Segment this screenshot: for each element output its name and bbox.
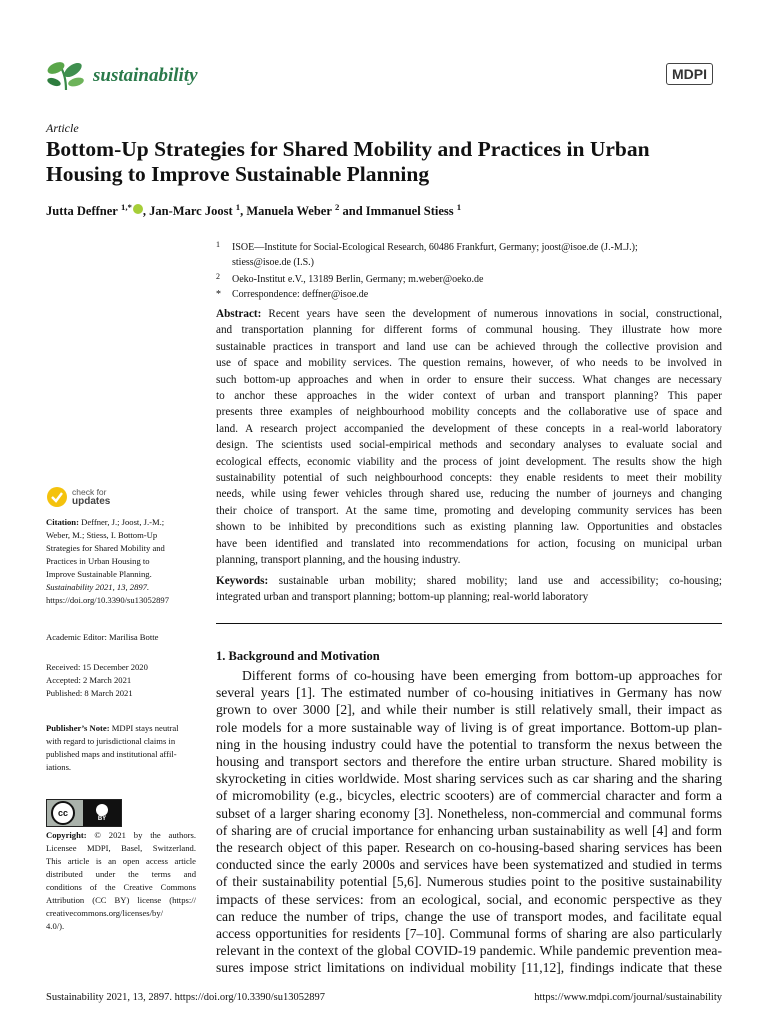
author-name[interactable]: Immanuel Stiess	[365, 204, 454, 218]
copyright-line: distributed under the terms and	[46, 869, 196, 879]
affiliation-marker: 1	[216, 240, 220, 249]
author-affil-marker: 2	[335, 201, 340, 212]
body-line: can reduce the number of trips, change the use of transport modes, and facilitate equal	[216, 908, 722, 924]
body-line: of micromobility (e.g., bicycles, electric scooters) are of commercial character and form a	[216, 788, 722, 804]
citation-line: Sustainability 2021, 13, 2897.	[46, 582, 150, 592]
publisher-note-line: with regard to jurisdictional claims in	[46, 736, 176, 746]
article-type: Article	[46, 121, 79, 135]
footer-journal-link[interactable]: https://www.mdpi.com/journal/sustainability	[534, 992, 722, 1003]
affiliations	[216, 238, 716, 302]
body-line: grown to over 3000 [2], and while their number is still relatively small, their impact as	[216, 702, 722, 718]
abstract-line: sustainability potential of such neighbourhood concepts: they enable residents to meet their mobility	[216, 472, 722, 485]
author-name[interactable]: Manuela Weber	[246, 204, 332, 218]
abstract-text: Recent years have seen the development of numerous innovations in social, constructional,	[268, 308, 723, 320]
section-body	[216, 667, 722, 977]
copyright-line: © 2021 by the authors.	[94, 830, 196, 840]
updates-line1: check for	[72, 487, 107, 497]
body-line: the research object of this paper. Research on co-housing-based sharing services has been	[216, 840, 722, 856]
publisher-note-line: MDPI stays neutral	[111, 723, 179, 733]
copyright	[46, 829, 196, 933]
abstract-line: planning, transport planning, and the housing industry.	[216, 554, 461, 567]
citation-doi-link[interactable]: https://doi.org/10.3390/su13052897	[46, 595, 170, 605]
affiliation-line	[216, 288, 716, 303]
body-line: subset of a larger sharing economy [3]. Nonetheless, non-commercial and communal forms	[216, 805, 722, 821]
body-line: Different forms of co-housing have been emerging from bottom-up approaches for	[242, 668, 722, 683]
keywords-line	[216, 573, 722, 589]
affiliation-text: Oeko-Institut e.V., 13189 Berlin, Germany; m.weber@oeko.de	[232, 274, 484, 285]
section-divider	[216, 623, 722, 624]
check-updates-icon	[46, 486, 68, 508]
author-affil-marker: 1,*	[120, 201, 132, 212]
affiliation-text: Correspondence: deffner@isoe.de	[232, 288, 369, 300]
abstract	[216, 306, 722, 569]
abstract-line: ecological effects, economic viability and the process of joint development. The results show the high	[216, 455, 722, 468]
abstract-label: Abstract:	[216, 308, 262, 320]
body-line: of sharing are of crucial importance for enhancing urban sustainability as well [4] and form	[216, 822, 722, 838]
keywords-line: integrated urban and transport planning; bottom-up planning; real-world laboratory	[216, 591, 589, 604]
body-line: skyrocketing in cities worldwide. Most sharing services such as car sharing and the sharing	[216, 771, 722, 787]
abstract-line: shown to be inhibited by preconditions such as existing planning law. Opportunities and obstacles	[216, 521, 722, 534]
by-label: BY	[97, 815, 107, 822]
updates-line2: updates	[72, 496, 111, 507]
mdpi-logo[interactable]	[666, 66, 713, 84]
author-affil-marker: 1	[456, 201, 462, 212]
body-line: several years [1]. The estimated number of co-housing initiatives in Germany has now	[216, 685, 722, 701]
copyright-line: Licensee MDPI, Basel, Switzerland.	[46, 843, 196, 853]
journal-name: sustainability	[93, 65, 198, 86]
copyright-line: creativecommons.org/licenses/by/	[46, 908, 164, 918]
author-name[interactable]: Jan-Marc Joost	[149, 204, 233, 218]
citation	[46, 516, 196, 607]
received-date: Received: 15 December 2020	[46, 662, 148, 672]
body-line: conducted since the early 2000s and services have been systematized and studied in terms	[216, 857, 722, 873]
abstract-line: such bottom-up approaches and when in order to ensure their success. What changes are necessary	[216, 373, 722, 386]
publisher-note-line: iations.	[46, 762, 72, 772]
published-date: Published: 8 March 2021	[46, 688, 133, 698]
section-heading: 1. Background and Motivation	[216, 649, 380, 663]
academic-editor: Academic Editor: Marilisa Botte	[46, 632, 159, 642]
abstract-line: land. A research project accompanied the development of these concepts in a real-world laboratory	[216, 422, 722, 435]
affiliation-line	[216, 256, 716, 271]
copyright-line: conditions of the Creative Commons	[46, 882, 196, 892]
orcid-icon[interactable]	[133, 204, 143, 214]
copyright-line: This article is an open access article	[46, 856, 196, 866]
body-line: of their sustainability potential [5,6]. Numerous studies point to the positive sustainability	[216, 874, 722, 890]
copyright-line: 4.0/).	[46, 921, 65, 931]
journal-logo[interactable]	[46, 58, 86, 97]
dates	[46, 661, 148, 700]
footer-citation	[46, 992, 325, 1003]
affiliation-line	[216, 238, 716, 256]
affiliation-text: ISOE—Institute for Social-Ecological Research, 60486 Frankfurt, Germany; joost@isoe.de (J.-M.J.);	[232, 242, 638, 253]
affiliation-text: stiess@isoe.de (I.S.)	[232, 256, 314, 268]
abstract-line: presents three examples of neighbourhood mobility concepts and the collaborative use of space and	[216, 406, 722, 419]
body-line: ning in the housing industry could have the potential to transform the nexus between the	[216, 736, 722, 752]
keywords	[216, 573, 722, 606]
citation-line: Weber, M.; Stiess, I. Bottom-Up	[46, 530, 158, 540]
citation-line: Strategies for Shared Mobility and	[46, 543, 165, 553]
publisher-note	[46, 722, 196, 774]
affiliation-marker: 2	[216, 272, 220, 281]
body-line: access opportunities for residents [7–10]. Communal forms of sharing are also particularly	[216, 926, 722, 942]
publisher-note-line: published maps and institutional affil-	[46, 749, 177, 759]
copyright-label: Copyright:	[46, 830, 87, 840]
author-name[interactable]: Jutta Deffner	[46, 204, 118, 218]
mdpi-logo-text: MDPI	[666, 63, 713, 85]
person-icon	[96, 804, 108, 816]
check-for-updates-button[interactable]	[46, 486, 110, 508]
abstract-line: have been identified and translated into recommendations for action, focusing on municipal urban	[216, 537, 722, 550]
abstract-line: to anchor these approaches in the wider context of urban and transport planning? This paper	[216, 390, 722, 403]
copyright-line: Attribution (CC BY) license (https://	[46, 895, 196, 905]
body-line: impacts of these services: from an ecological, social, and economic perspective as they	[216, 891, 722, 907]
citation-line: Improve Sustainable Planning.	[46, 569, 152, 579]
abstract-line: sustainable practices in transport and land use can be achieved through the collective provision and	[216, 340, 722, 353]
keywords-text: sustainable urban mobility; shared mobility; land use and accessibility; co-housing;	[278, 575, 723, 587]
footer-citation-text[interactable]: Sustainability 2021, 13, 2897. https://doi.org/10.3390/su13052897	[46, 992, 325, 1003]
abstract-line: use of space and mobility services. The question remains, however, of who needs to be involved in	[216, 357, 722, 370]
accepted-date: Accepted: 2 March 2021	[46, 675, 132, 685]
abstract-line: design. The scientists used social-empirical methods and secondary analyses to evaluate social and	[216, 439, 722, 452]
abstract-line: and transportation planning for different forms of communal housing. They illustrate how more	[216, 324, 722, 337]
citation-line: Deffner, J.; Joost, J.-M.;	[81, 517, 165, 527]
cc-icon: cc	[51, 801, 75, 825]
body-line: role models for a more sustainable way of living is of great importance. Bottom-up plan-	[216, 719, 722, 735]
body-line: relevant in the context of the global COVID-19 pandemic. While pandemic prevention mea-	[216, 943, 722, 959]
abstract-line: their choice of transport. At the same time, promoting and developing community services has been	[216, 504, 722, 517]
author-affil-marker: 1	[235, 201, 241, 212]
author-list: Jutta Deffner $^{1,*}$ , Jan-Marc Joost $^1$, Manuela Weber $^2$ and Immanuel Stiess $^1$	[46, 201, 462, 218]
paper-title: Bottom-Up Strategies for Shared Mobility and Practices in Urban Housing to Improve Sustainable Planning	[46, 137, 650, 186]
affiliation-marker: *	[216, 288, 221, 300]
body-line: sures impose strict limitations on individual mobility [11,12], findings indicate that these	[216, 960, 722, 976]
leaf-logo-icon	[46, 58, 86, 92]
body-line: housing and transport sectors and therefore the entire urban structure. Shared mobility is	[216, 754, 722, 770]
citation-label: Citation:	[46, 517, 79, 527]
citation-line: Practices in Urban Housing to	[46, 556, 150, 566]
abstract-line: needs, while using fewer vehicles through shared use, reducing the number of journeys and changing	[216, 488, 722, 501]
cc-by-license-badge[interactable]	[46, 799, 122, 827]
publisher-note-label: Publisher’s Note:	[46, 723, 110, 733]
affiliation-line	[216, 270, 716, 288]
keywords-label: Keywords:	[216, 575, 269, 587]
abstract-line	[216, 306, 722, 322]
